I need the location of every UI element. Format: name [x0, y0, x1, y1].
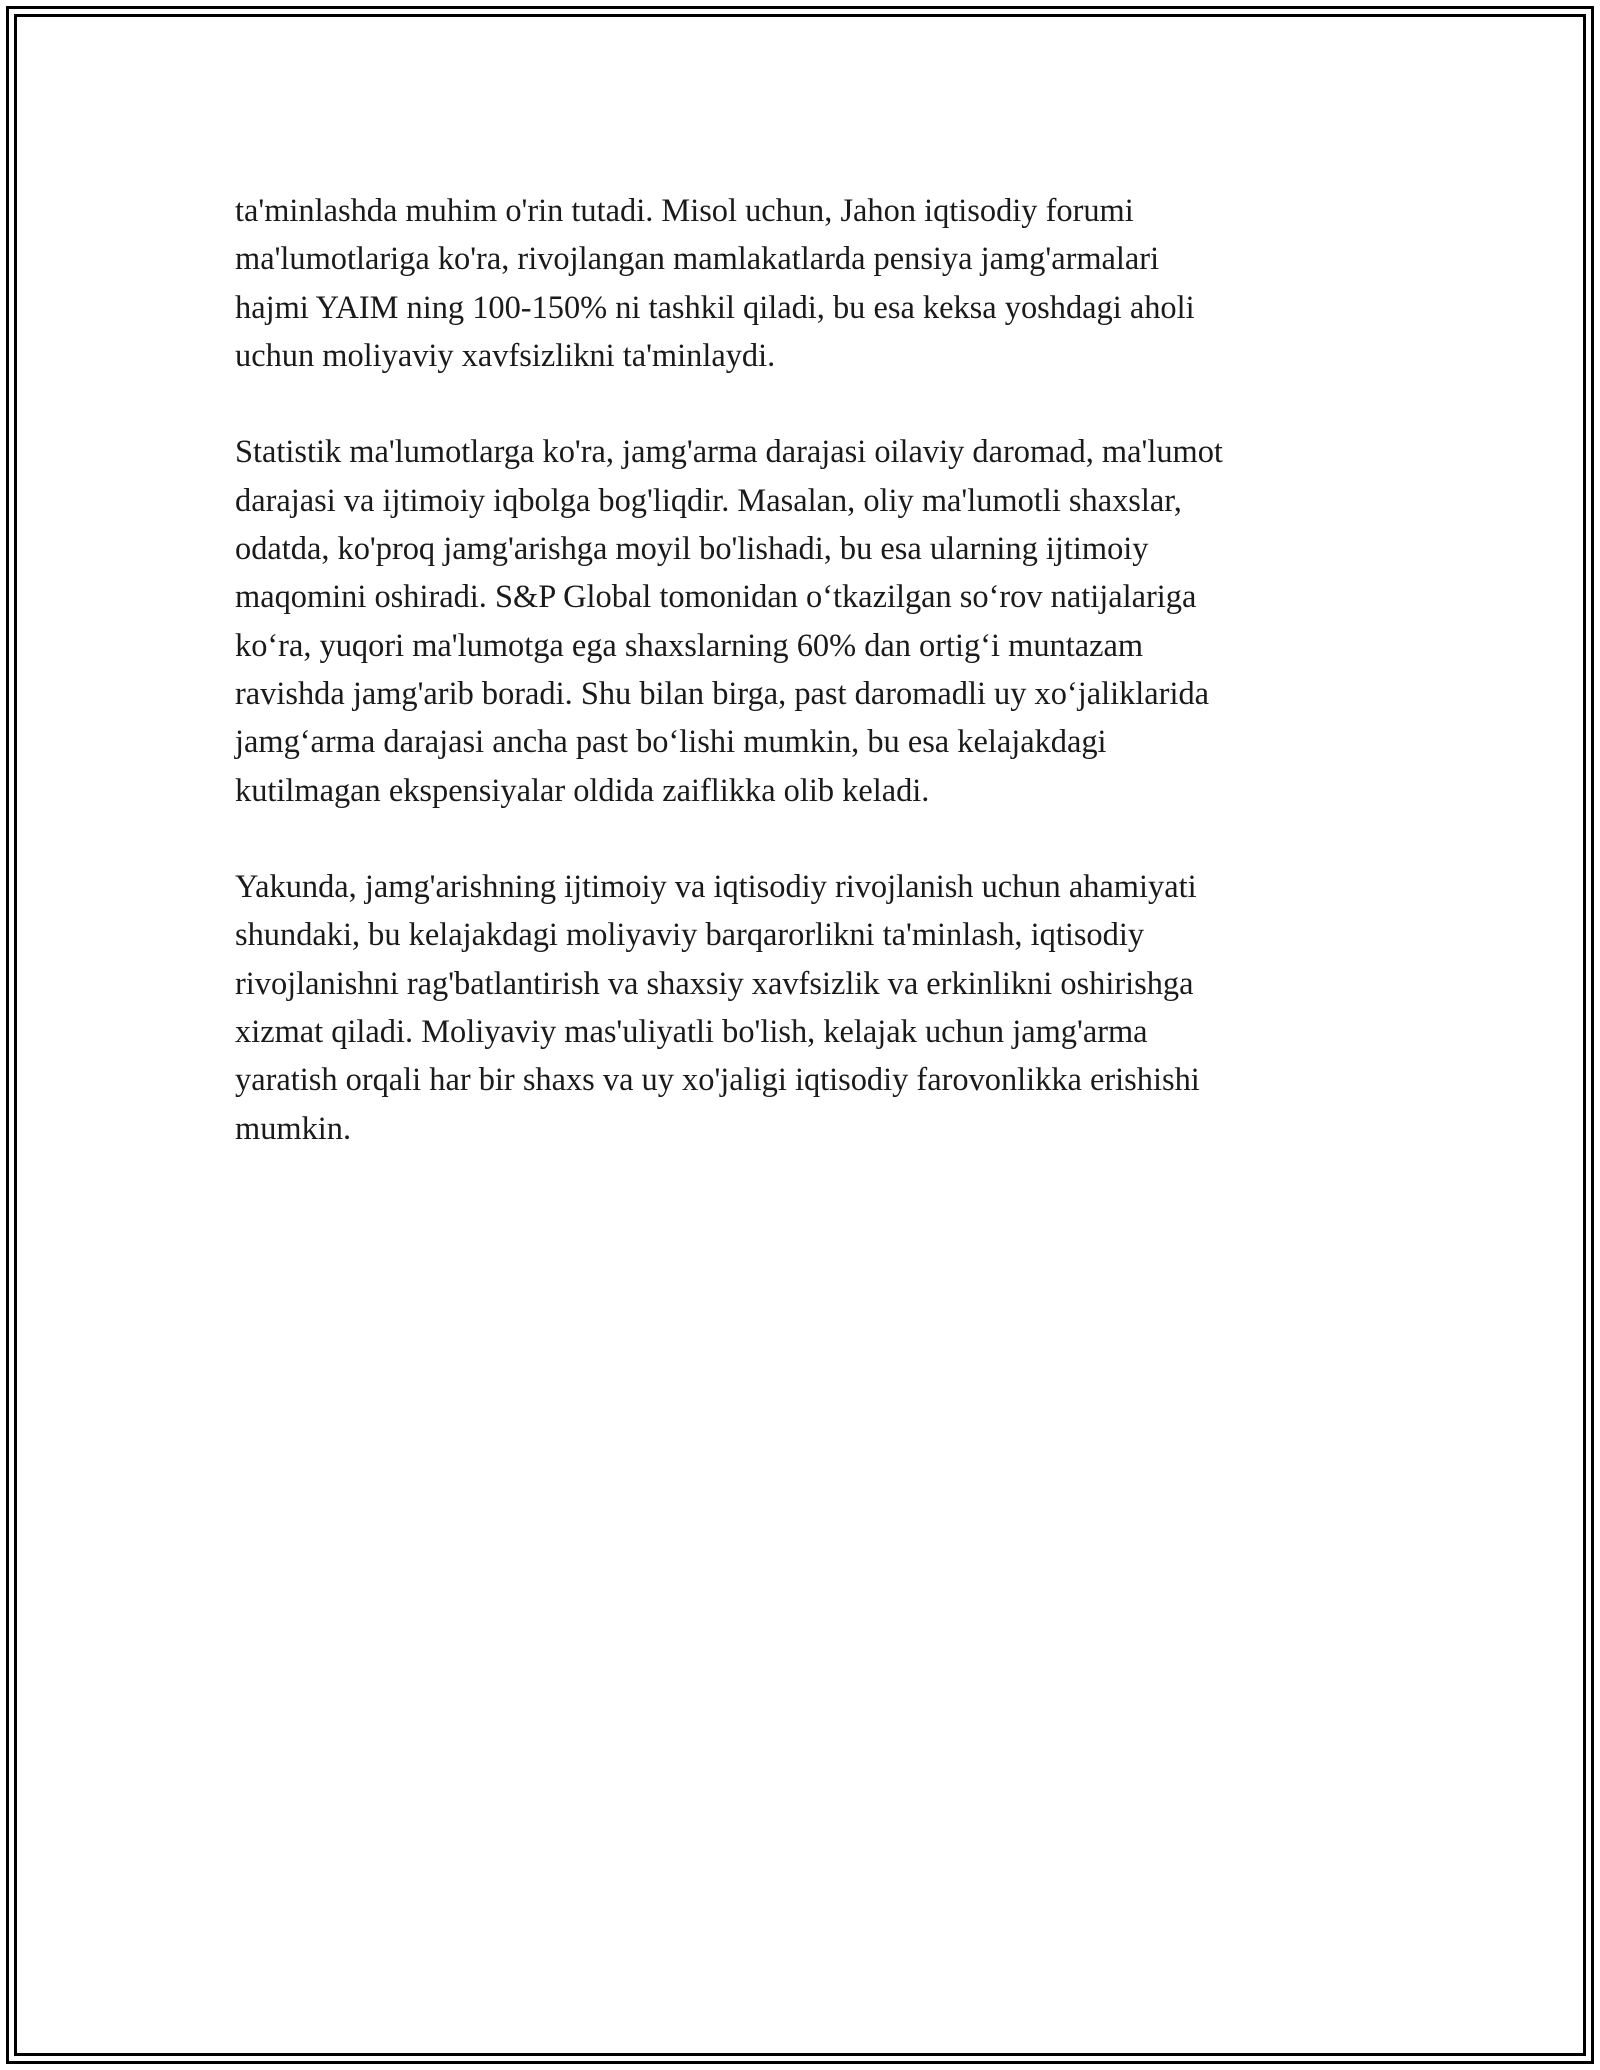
- paragraph-2: Statistik ma'lumotlarga ko'ra, jamg'arma darajasi oilaviy daromad, ma'lumot darajasi va ijtimoiy iqbolga bog'liqdir. Masalan, oliy ma'lumotli shaxslar, odatda, ko'proq jamg'arishga moyil bo'lishadi, bu esa ularning ijtimoiy maqomini oshiradi. S&P Global tomonidan o‘tkazilgan so‘rov natijalariga ko‘ra, yuqori ma'lumotga ega shaxslarning 60% dan ortig‘i muntazam ravishda jamg'arib boradi. Shu bilan birga, past daromadli uy xo‘jaliklarida jamg‘arma darajasi ancha past bo‘lishi mumkin, bu esa kelajakdagi kutilmagan ekspensiyalar oldida zaiflikka olib keladi.: [235, 434, 1223, 809]
- paragraph-3: Yakunda, jamg'arishning ijtimoiy va iqtisodiy rivojlanish uchun ahamiyati shundaki, bu kelajakdagi moliyaviy barqarorlikni ta'minlash, iqtisodiy rivojlanishni rag'batlantirish va shaxsiy xavfsizlik va erkinlikni oshirishga xizmat qiladi. Moliyaviy mas'uliyatli bo'lish, kelajak uchun jamg'arma yaratish orqali har bir shaxs va uy xo'jaligi iqtisodiy farovonlikka erishishi mumkin.: [235, 869, 1200, 1147]
- document-body: [235, 187, 1375, 1201]
- paragraph-1: ta'minlashda muhim o'rin tutadi. Misol uchun, Jahon iqtisodiy forumi ma'lumotlariga ko'ra, rivojlangan mamlakatlarda pensiya jamg'armalari hajmi YAIM ning 100-150% ni tashkil qiladi, bu esa keksa yoshdagi aholi uchun moliyaviy xavfsizlikni ta'minlaydi.: [235, 193, 1195, 374]
